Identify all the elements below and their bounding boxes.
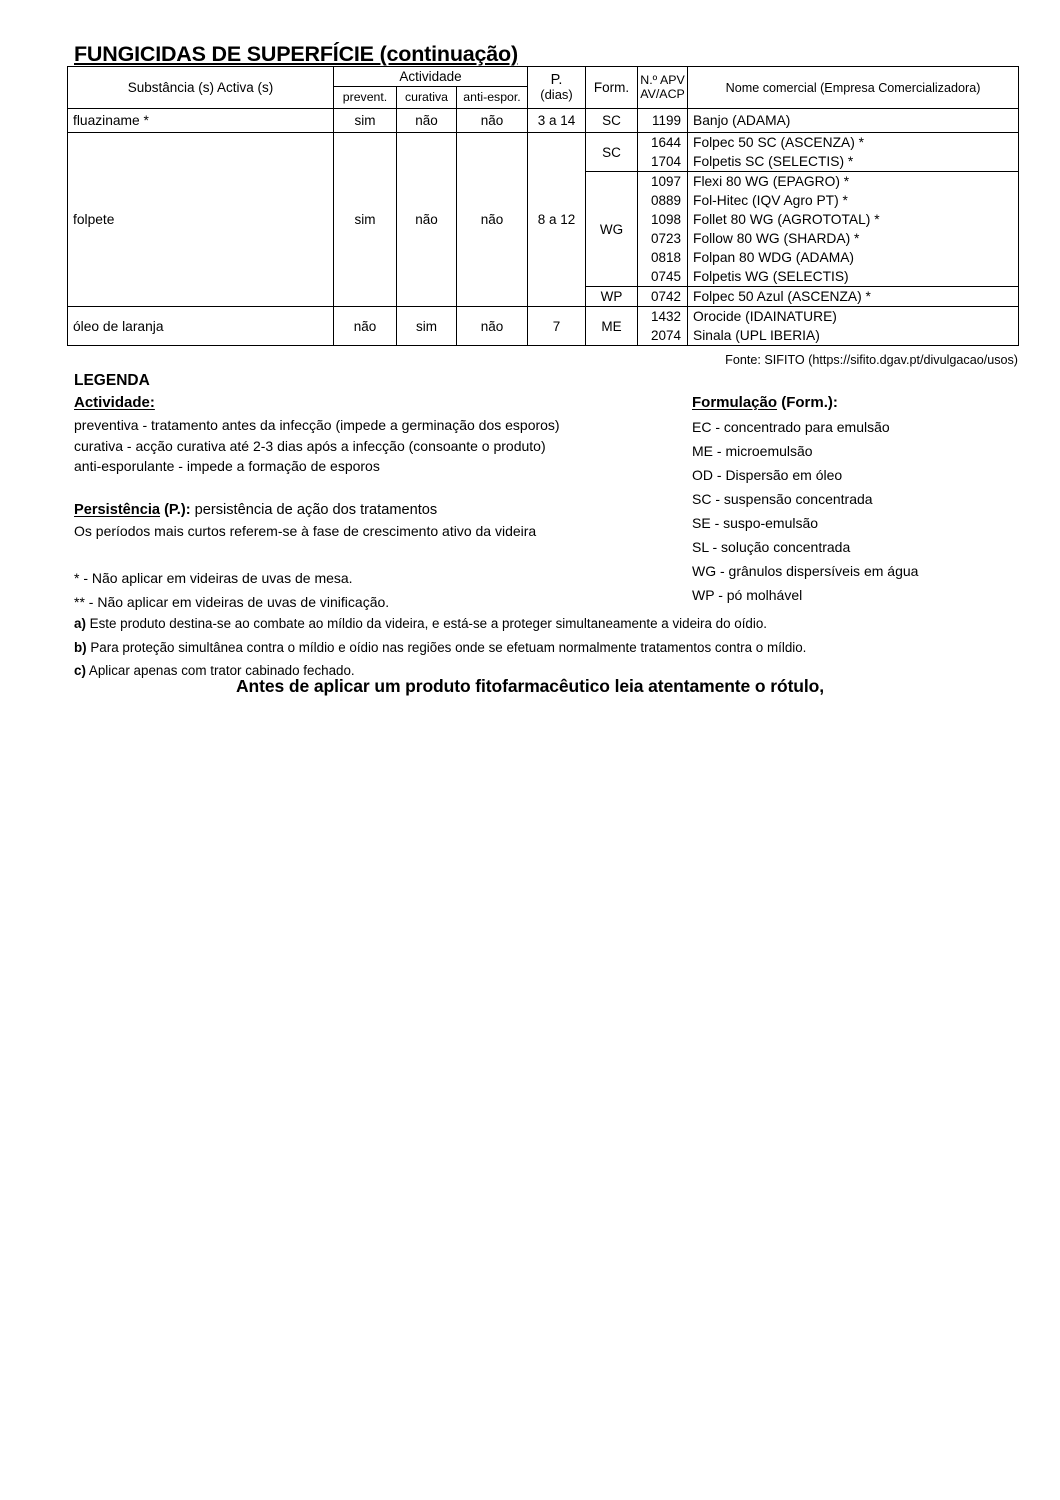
cell-form: WG bbox=[586, 172, 638, 287]
formulacao-line: EC - concentrado para emulsão bbox=[692, 419, 890, 435]
note-double-star: ** - Não aplicar em videiras de uvas de vinificação. bbox=[74, 594, 390, 610]
cell-prevent: sim bbox=[334, 133, 397, 307]
cell-apv: 1704 bbox=[638, 152, 688, 172]
header-substancia: Substância (s) Activa (s) bbox=[68, 67, 334, 109]
cell-nome-comercial: Folpetis WG (SELECTIS) bbox=[688, 267, 1019, 287]
note-b-text: Para proteção simultânea contra o míldio e oídio nas regiões onde se efetuam normalmente tratamentos contra o míldio. bbox=[86, 639, 807, 655]
cell-nome-comercial: Follet 80 WG (AGROTOTAL) * bbox=[688, 210, 1019, 229]
legend-formulacao-label: Formulação bbox=[692, 394, 778, 411]
cell-nome-comercial: Orocide (IDAINATURE) bbox=[688, 307, 1019, 327]
fungicides-table-wrapper bbox=[67, 66, 1018, 346]
cell-apv: 2074 bbox=[638, 326, 688, 346]
cell-apv: 1644 bbox=[638, 133, 688, 153]
legend-persistencia-heading bbox=[74, 500, 674, 521]
legend-abc-notes bbox=[74, 612, 974, 683]
legend-formulacao-abbr: (Form.): bbox=[777, 394, 838, 411]
table-row bbox=[68, 133, 1019, 153]
table-head bbox=[68, 67, 1019, 109]
legend-persistencia-abbr: (P.): bbox=[164, 502, 191, 518]
cell-apv: 0723 bbox=[638, 229, 688, 248]
cell-nome-comercial: Follow 80 WG (SHARDA) * bbox=[688, 229, 1019, 248]
legend-formulacao-lines bbox=[692, 415, 1022, 607]
legend-line: preventiva - tratamento antes da infecção (impede a germinação dos esporos) bbox=[74, 417, 560, 433]
cell-anti-espor: não bbox=[457, 133, 528, 307]
formulacao-line: OD - Dispersão em óleo bbox=[692, 467, 843, 483]
fungicides-table bbox=[67, 66, 1019, 346]
header-apv-line2: AV/ACP bbox=[640, 86, 685, 101]
cell-substancia: fluaziname * bbox=[68, 109, 334, 133]
note-a-marker: a) bbox=[74, 616, 86, 631]
header-persistencia-main: P. bbox=[550, 71, 563, 88]
cell-curativa: sim bbox=[397, 307, 457, 346]
cell-persistencia: 7 bbox=[528, 307, 586, 346]
formulacao-line: SC - suspensão concentrada bbox=[692, 491, 873, 507]
cell-apv: 1098 bbox=[638, 210, 688, 229]
cell-apv: 0889 bbox=[638, 191, 688, 210]
cell-nome-comercial: Folpetis SC (SELECTIS) * bbox=[688, 152, 1019, 172]
cell-apv: 1199 bbox=[638, 109, 688, 133]
cell-curativa: não bbox=[397, 133, 457, 307]
cell-apv: 1432 bbox=[638, 307, 688, 327]
formulacao-line: WG - grânulos dispersíveis em água bbox=[692, 563, 919, 579]
formulacao-line: SL - solução concentrada bbox=[692, 539, 851, 555]
cell-persistencia: 3 a 14 bbox=[528, 109, 586, 133]
legend-persistencia bbox=[74, 500, 674, 542]
cell-prevent: não bbox=[334, 307, 397, 346]
legend-persistencia-note: Os períodos mais curtos referem-se à fase de crescimento ativo da videira bbox=[74, 523, 537, 539]
legend-actividade-title: Actividade: bbox=[74, 394, 155, 411]
cell-apv: 0745 bbox=[638, 267, 688, 287]
note-c-marker: c) bbox=[74, 663, 86, 678]
table-body bbox=[68, 109, 1019, 346]
note-single-star: * - Não aplicar em videiras de uvas de mesa. bbox=[74, 570, 353, 586]
legend-actividade-lines bbox=[74, 415, 674, 477]
cell-nome-comercial: Banjo (ADAMA) bbox=[688, 109, 1019, 133]
cell-apv: 0818 bbox=[638, 248, 688, 267]
legend-persistencia-label: Persistência bbox=[74, 502, 160, 518]
cell-anti-espor: não bbox=[457, 109, 528, 133]
legend-line: curativa - acção curativa até 2-3 dias após a infecção (consoante o produto) bbox=[74, 437, 546, 454]
table-header-row-1 bbox=[68, 67, 1019, 87]
source-note: Fonte: SIFITO (https://sifito.dgav.pt/divulgacao/usos) bbox=[725, 353, 1018, 367]
cell-nome-comercial: Folpec 50 Azul (ASCENZA) * bbox=[688, 287, 1019, 307]
cell-nome-comercial: Flexi 80 WG (EPAGRO) * bbox=[688, 172, 1019, 192]
cell-nome-comercial: Folpan 80 WDG (ADAMA) bbox=[688, 248, 1019, 267]
table-row bbox=[68, 109, 1019, 133]
legend-line: anti-esporulante - impede a formação de esporos bbox=[74, 458, 380, 474]
final-warning-note: Antes de aplicar um produto fitofarmacêutico leia atentamente o rótulo, bbox=[236, 676, 824, 696]
cell-substancia: óleo de laranja bbox=[68, 307, 334, 346]
cell-persistencia: 8 a 12 bbox=[528, 133, 586, 307]
header-apv-line1: N.º APV bbox=[640, 72, 685, 87]
note-b-marker: b) bbox=[74, 639, 87, 655]
header-actividade: Actividade bbox=[334, 67, 528, 87]
cell-nome-comercial: Fol-Hitec (IQV Agro PT) * bbox=[688, 191, 1019, 210]
legend-heading: LEGENDA bbox=[74, 372, 150, 389]
cell-nome-comercial: Folpec 50 SC (ASCENZA) * bbox=[688, 133, 1019, 153]
note-a bbox=[74, 612, 974, 636]
legend-formulacao-title bbox=[692, 394, 838, 411]
cell-prevent: sim bbox=[334, 109, 397, 133]
legend-persistencia-desc: persistência de ação dos tratamentos bbox=[190, 502, 438, 518]
cell-form: SC bbox=[586, 133, 638, 172]
cell-form: SC bbox=[586, 109, 638, 133]
header-form: Form. bbox=[586, 67, 638, 109]
note-a-text: Este produto destina-se ao combate ao míldio da videira, e está-se a proteger simultaneamente a videira do oídio. bbox=[85, 616, 768, 631]
note-c-text: Aplicar apenas com trator cabinado fechado. bbox=[85, 663, 355, 678]
note-b bbox=[74, 636, 974, 660]
cell-apv: 1097 bbox=[638, 172, 688, 192]
header-anti-espor: anti-espor. bbox=[457, 87, 528, 109]
legend-star-notes bbox=[74, 566, 674, 614]
header-persistencia-sub: (dias) bbox=[540, 87, 573, 103]
cell-substancia: folpete bbox=[68, 133, 334, 307]
formulacao-line: ME - microemulsão bbox=[692, 443, 813, 459]
header-apv bbox=[638, 67, 688, 109]
formulacao-line: SE - suspo-emulsão bbox=[692, 515, 819, 531]
header-nome-comercial: Nome comercial (Empresa Comercializadora) bbox=[688, 67, 1019, 109]
cell-apv: 0742 bbox=[638, 287, 688, 307]
cell-form: WP bbox=[586, 287, 638, 307]
formulacao-line: WP - pó molhável bbox=[692, 587, 803, 603]
cell-anti-espor: não bbox=[457, 307, 528, 346]
cell-nome-comercial: Sinala (UPL IBERIA) bbox=[688, 326, 1019, 346]
header-prevent: prevent. bbox=[334, 87, 397, 109]
table-row bbox=[68, 307, 1019, 327]
header-persistencia bbox=[528, 67, 586, 109]
header-curativa: curativa bbox=[397, 87, 457, 109]
page-title: FUNGICIDAS DE SUPERFÍCIE (continuação) bbox=[74, 42, 518, 66]
cell-form: ME bbox=[586, 307, 638, 346]
cell-curativa: não bbox=[397, 109, 457, 133]
